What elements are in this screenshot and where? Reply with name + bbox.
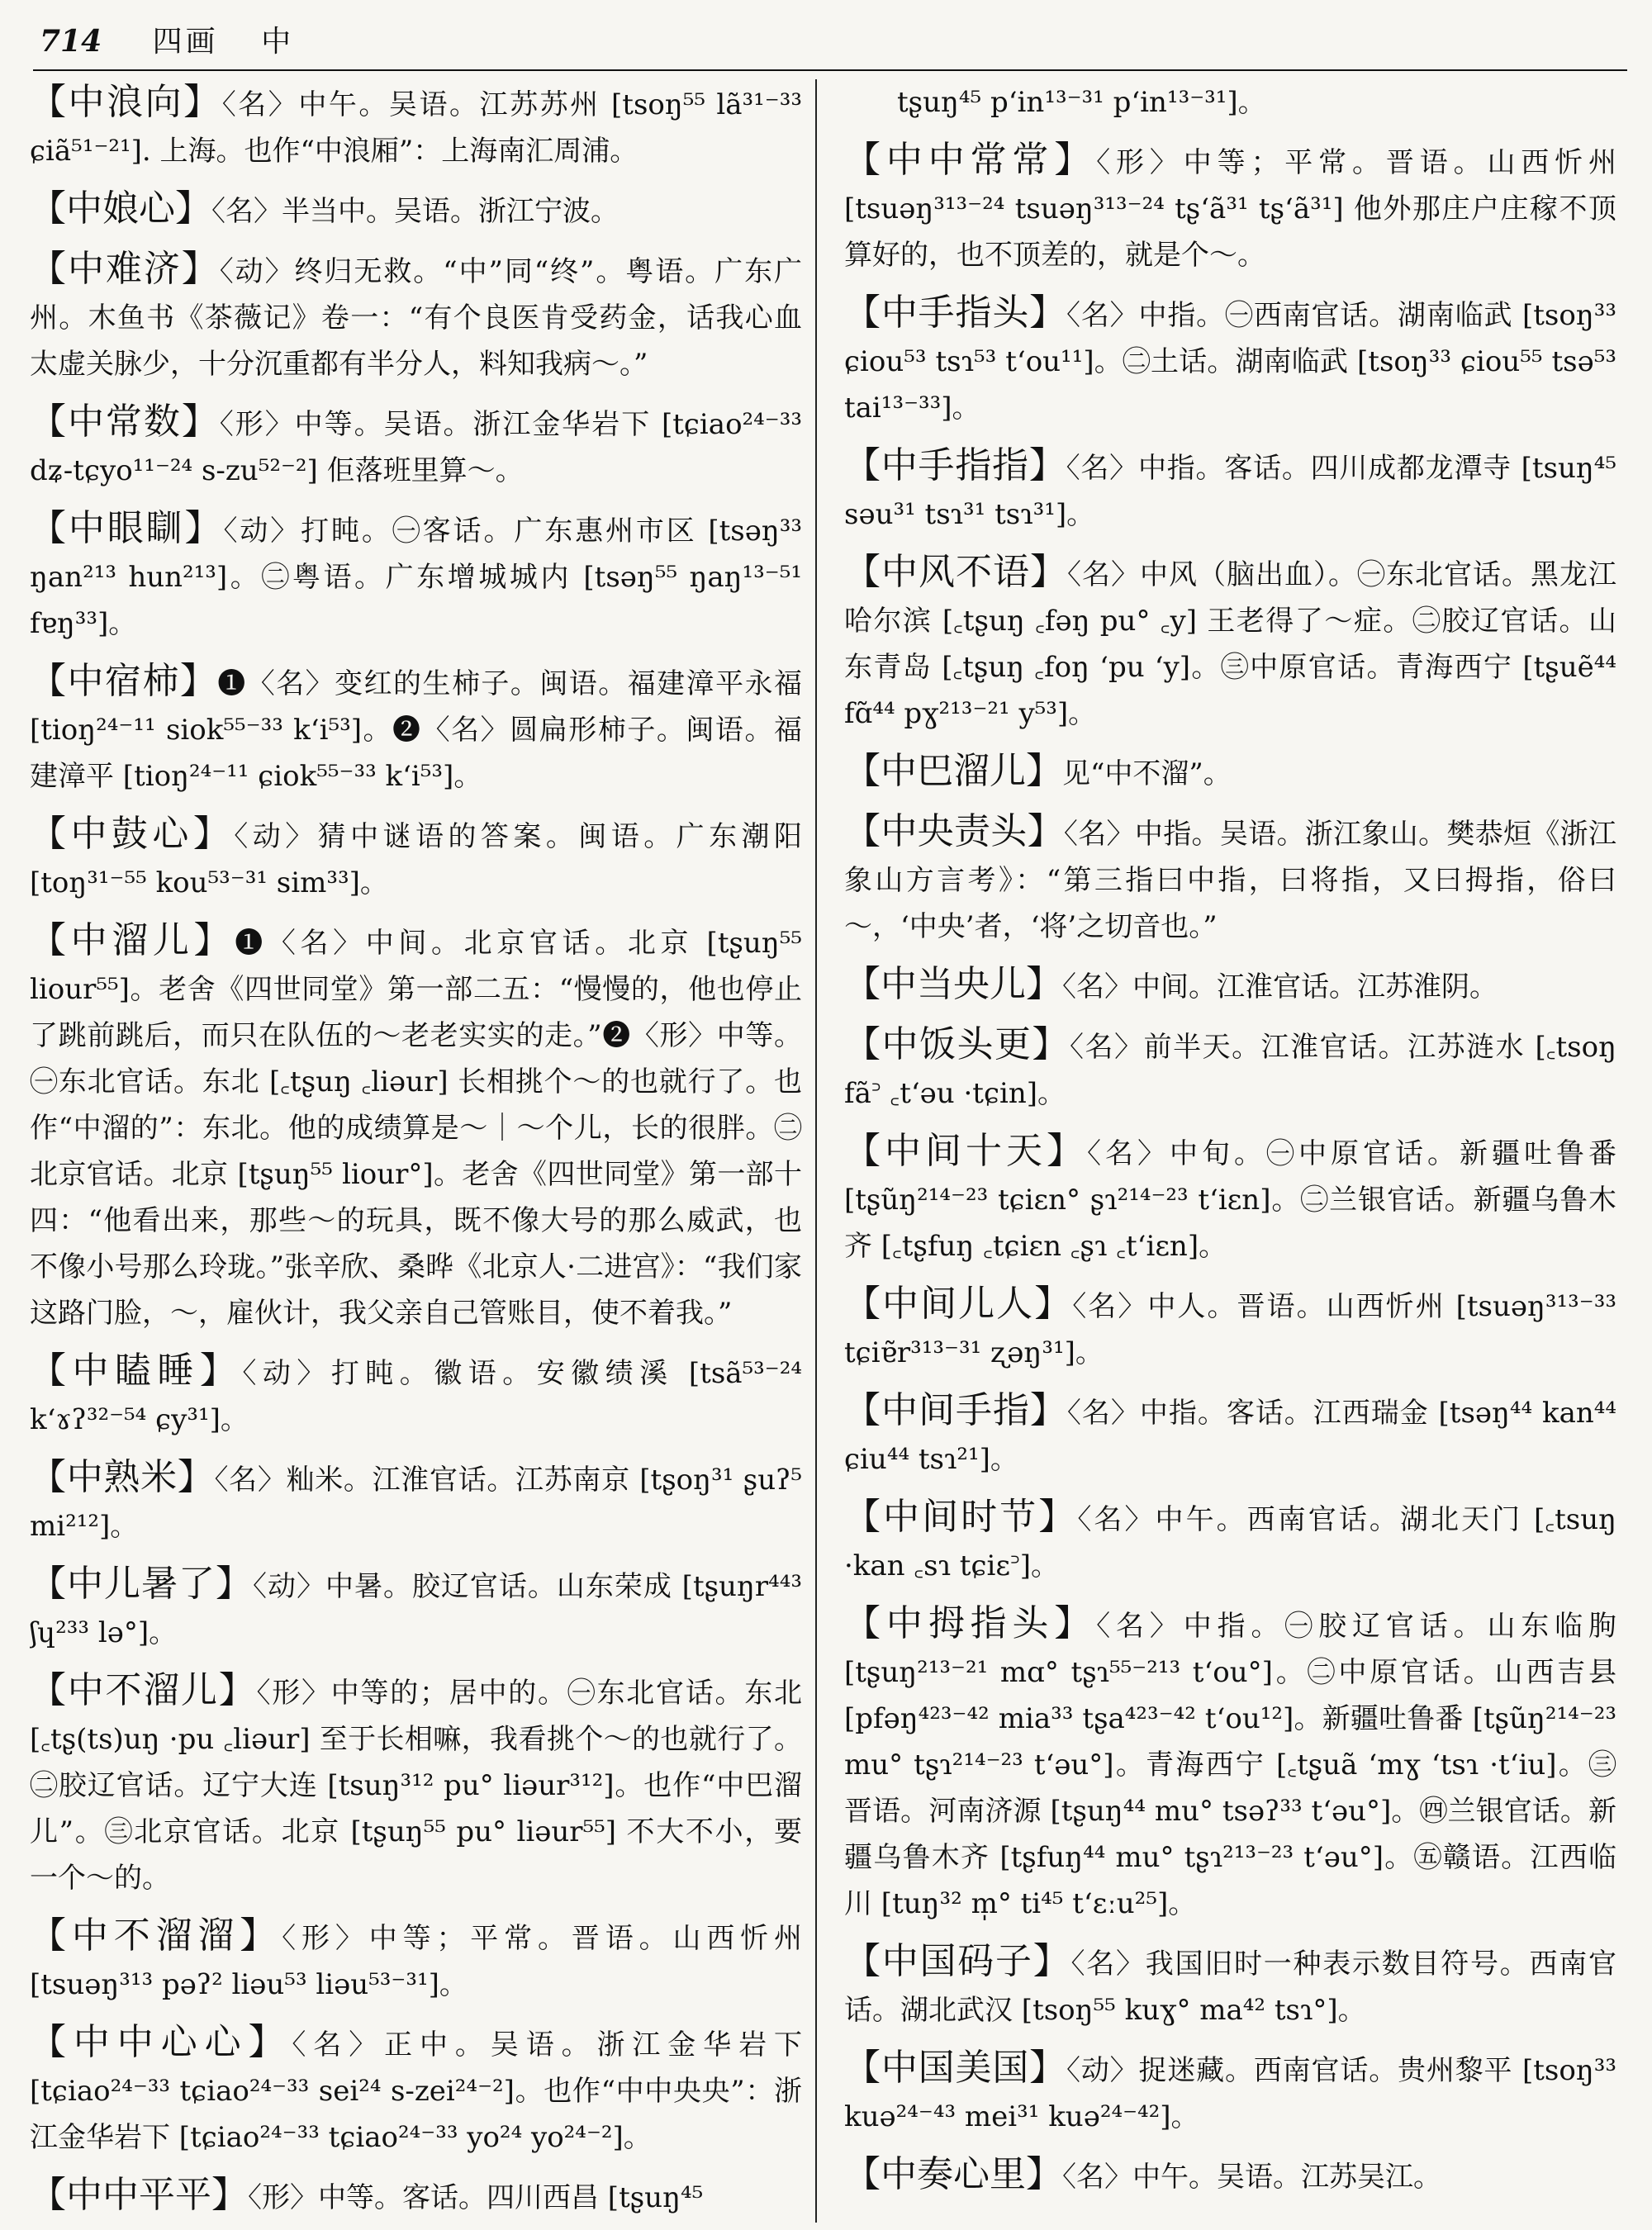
- dictionary-entry: [844, 2045, 1616, 2140]
- entry-continuation: tʂuŋ⁴⁵ p‘in¹³⁻³¹ p‘in¹³⁻³¹]。: [897, 86, 1266, 119]
- entry-headword: 【中宿柿】: [30, 660, 218, 702]
- dictionary-entry: [844, 1022, 1616, 1117]
- section-label: 四画: [152, 25, 219, 59]
- dictionary-entry: [844, 961, 1616, 1010]
- entry-definition: 〈名〉中风（脑出血）。㊀东北官话。黑龙江哈尔滨 [꜀tʂuŋ ꜀fəŋ pu° ꜀y] 王老得了～症。㊁胶辽官话。山东青岛 [꜀tʂuŋ ꜀foŋ ‘pu ‘y]。㊂中原官话。青海西宁 [tʂuẽ⁴⁴ fɑ̃⁴⁴ pɣ²¹³⁻²¹ y⁵³]。: [844, 558, 1616, 730]
- entry-headword: 【中手指头】: [844, 292, 1067, 334]
- entry-headword: 【中央责头】: [844, 810, 1064, 852]
- entry-headword: 【中鼓心】: [30, 813, 235, 855]
- entry-headword: 【中中常常】: [844, 139, 1097, 181]
- dictionary-entry: [844, 443, 1616, 538]
- dictionary-entry: [30, 1668, 802, 1901]
- entry-headword: 【中溜儿】: [30, 919, 235, 961]
- entry-headword: 【中浪向】: [30, 81, 222, 123]
- entry-headword: 【中儿暑了】: [30, 1563, 253, 1605]
- entry-definition: 〈名〉籼米。江淮官话。江苏南京 [tʂoŋ³¹ ʂuʔ⁵ mi²¹²]。: [30, 1464, 802, 1543]
- dictionary-entry: [844, 549, 1616, 737]
- entry-definition: 〈动〉捉迷藏。西南官话。贵州黎平 [tsoŋ³³ kuə²⁴⁻⁴³ mei³¹ kuə²⁴⁻⁴²]。: [844, 2054, 1616, 2133]
- dictionary-entry: [30, 2019, 802, 2161]
- entry-definition: 〈动〉猜中谜语的答案。闽语。广东潮阳 [toŋ³¹⁻⁵⁵ kou⁵³⁻³¹ sim³³]。: [30, 820, 802, 899]
- entry-headword: 【中间十天】: [844, 1130, 1087, 1172]
- page-header: [40, 18, 1626, 64]
- head-character: 中: [261, 25, 292, 59]
- dictionary-entry: [844, 2152, 1616, 2200]
- entry-headword: 【中手指指】: [844, 444, 1066, 486]
- dictionary-entry: [844, 1128, 1616, 1269]
- entry-headword: 【中常数】: [30, 401, 220, 443]
- column-divider: [815, 79, 817, 2223]
- dictionary-entry: [844, 1388, 1616, 1483]
- entry-definition: 〈动〉中暑。胶辽官话。山东荣成 [tʂuŋr⁴⁴³ ʃɥ²³³ lə°]。: [30, 1570, 802, 1649]
- entry-definition: 〈名〉中午。吴语。江苏苏州 [tsoŋ⁵⁵ lã³¹⁻³³ ɕiã⁵¹⁻²¹]. 上海。也作“中浪厢”：上海南汇周浦。: [30, 88, 802, 168]
- dictionary-entry: [844, 1281, 1616, 1376]
- entry-headword: 【中国码子】: [844, 1940, 1071, 1982]
- entry-definition: 〈动〉打盹。徽语。安徽绩溪 [tsã⁵³⁻²⁴ k‘ɤʔ³²⁻⁵⁴ ɕy³¹]。: [30, 1357, 802, 1436]
- dictionary-entry: [844, 1601, 1616, 1927]
- right-column: [844, 79, 1616, 2223]
- dictionary-entry: [30, 1561, 802, 1656]
- entry-headword: 【中瞌睡】: [30, 1350, 243, 1392]
- entry-headword: 【中巴溜儿】: [844, 750, 1062, 792]
- entry-definition: ❶〈名〉中间。北京官话。北京 [tʂuŋ⁵⁵ liour⁵⁵]。老舍《四世同堂》第一部二五：“慢慢的，他也停止了跳前跳后，而只在队伍的～老老实实的走。”❷〈形〉中等。㊀东北官话。东北 [꜀tʂuŋ ꜀liəur] 长相挑个～的也就行了。也作“中溜的”：东北。他的成绩算是～｜～个儿，长的很胖。㊁北京官话。北京 [tʂuŋ⁵⁵ liour°]。老舍《四世同堂》第一部十四：“他看出来，那些～的玩具，既不像大号的那么威武，也不像小号那么玲珑。”张辛欣、桑晔《北京人·二进宫》：“我们家这路门脸，～，雇伙计，我父亲自己管账目，使不着我。”: [30, 927, 802, 1330]
- entry-headword: 【中眼瞓】: [30, 507, 224, 549]
- entry-headword: 【中国美国】: [844, 2047, 1067, 2089]
- entry-definition: 〈形〉中等的；居中的。㊀东北官话。东北 [꜀tʂ(ts)uŋ ·pu ꜀liəur] 至于长相嘛，我看挑个～的也就行了。㊁胶辽官话。辽宁大连 [tsuŋ³¹² pu° liəur³¹²]。也作“中巴溜儿”。㊂北京官话。北京 [tʂuŋ⁵⁵ pu° liəur⁵⁵] 不大不小，要一个～的。: [30, 1677, 802, 1895]
- header-rule: [33, 69, 1627, 71]
- entry-definition: 〈名〉中间。江淮官话。江苏淮阴。: [1062, 970, 1498, 1004]
- entry-headword: 【中风不语】: [844, 551, 1067, 593]
- dictionary-entry: [30, 811, 802, 906]
- entry-definition: 〈名〉中指。客话。四川成都龙潭寺 [tsuŋ⁴⁵ səu³¹ tsɿ³¹ tsɿ³¹]。: [844, 452, 1616, 531]
- dictionary-entry: [30, 918, 802, 1336]
- entry-definition: 〈名〉中指。㊀西南官话。湖南临武 [tsoŋ³³ ɕiou⁵³ tsɿ⁵³ t‘ou¹¹]。㊁土话。湖南临武 [tsoŋ³³ ɕiou⁵⁵ tsə⁵³ tai¹³⁻³³]。: [844, 299, 1616, 425]
- entry-headword: 【中当央儿】: [844, 963, 1062, 1005]
- dictionary-entry: [30, 186, 802, 235]
- entry-headword: 【中熟米】: [30, 1456, 215, 1498]
- entry-definition: 〈形〉中等；平常。晋语。山西忻州 [tsuəŋ³¹³⁻²⁴ tsuəŋ³¹³⁻²⁴ tʂ‘ã³¹ tʂ‘ã³¹] 他外那庄户庄稼不顶算好的，也不顶差的，就是个～。: [844, 146, 1616, 272]
- entry-headword: 【中拇指头】: [844, 1602, 1097, 1644]
- entry-definition: 〈名〉中人。晋语。山西忻州 [tsuəŋ³¹³⁻³³ tɕiɐ̃r³¹³⁻³¹ ʐəŋ³¹]。: [844, 1290, 1616, 1369]
- dictionary-entry: [30, 1913, 802, 2008]
- entry-headword: 【中间手指】: [844, 1389, 1067, 1431]
- dictionary-entry: [844, 1938, 1616, 2033]
- dictionary-entry: [30, 246, 802, 387]
- entry-headword: 【中间儿人】: [844, 1283, 1073, 1325]
- dictionary-entry: [30, 658, 802, 799]
- entry-definition: 〈名〉中午。西南官话。湖北天门 [꜀tsuŋ ·kan ꜀sɿ tɕiɛ꜄]。: [844, 1503, 1616, 1582]
- entry-headword: 【中不溜儿】: [30, 1669, 257, 1711]
- dictionary-entry: [30, 399, 802, 494]
- entry-definition: 〈名〉中指。㊀胶辽官话。山东临朐 [tʂuŋ²¹³⁻²¹ mɑ° tʂɿ⁵⁵⁻²¹³ t‘ou°]。㊁中原官话。山西吉县 [pfəŋ⁴²³⁻⁴² mia³³ tʂa⁴²³⁻⁴² t‘ou¹²]。新疆吐鲁番 [tʂũŋ²¹⁴⁻²³ mu° tʂɿ²¹⁴⁻²³ t‘əu°]。青海西宁 [꜀tʂuã ‘mɣ ‘tsɿ ·t‘iu]。㊂晋语。河南济源 [tʂuŋ⁴⁴ mu° tsəʔ³³ t‘əu°]。㊃兰银官话。新疆乌鲁木齐 [tʂfuŋ⁴⁴ mu° tʂɿ²¹³⁻²³ t‘əu°]。㊄赣语。江西临川 [tuŋ³² m̩° ti⁴⁵ t‘ɛːu²⁵]。: [844, 1610, 1616, 1920]
- entry-headword: 【中中心心】: [30, 2021, 292, 2063]
- entry-definition: 〈名〉中旬。㊀中原官话。新疆吐鲁番 [tʂũŋ²¹⁴⁻²³ tɕiɛn° ʂɿ²¹⁴⁻²³ t‘iɛn]。㊁兰银官话。新疆乌鲁木齐 [꜀tʂfuŋ ꜀tɕiɛn ꜀ʂɿ ꜀t‘iɛn]。: [844, 1137, 1616, 1263]
- entry-headword: 【中奏心里】: [844, 2153, 1062, 2195]
- entry-definition: 〈形〉中等。客话。四川西昌 [tʂuŋ⁴⁵: [248, 2181, 704, 2214]
- entry-definition: 〈名〉中午。吴语。江苏吴江。: [1062, 2161, 1441, 2194]
- entry-definition: 〈动〉终归无救。“中”同“终”。粤语。广东广州。木鱼书《茶薇记》卷一：“有个良医肯受药金，话我心血太虚关脉少，十分沉重都有半分人，料知我病～。”: [30, 255, 802, 381]
- entry-definition: 〈名〉中指。吴语。浙江象山。樊恭烜《浙江象山方言考》：“第三指曰中指，曰将指，又曰拇指，俗曰～，‘中央’者，‘将’之切音也。”: [844, 818, 1616, 943]
- entry-definition: 见“中不溜”。: [1062, 757, 1232, 790]
- entry-headword: 【中娘心】: [30, 187, 211, 230]
- dictionary-entry: [30, 79, 802, 174]
- dictionary-entry: [844, 748, 1616, 797]
- entry-definition: 〈名〉半当中。吴语。浙江宁波。: [211, 195, 619, 228]
- entry-headword: 【中中平平】: [30, 2174, 248, 2216]
- dictionary-entry: [844, 809, 1616, 950]
- entry-definition: 〈名〉正中。吴语。浙江金华岩下 [tɕiao²⁴⁻³³ tɕiao²⁴⁻³³ sei²⁴ s-zei²⁴⁻²]。也作“中中央央”：浙江金华岩下 [tɕiao²⁴⁻³³ tɕiao²⁴⁻³³ yo²⁴ yo²⁴⁻²]。: [30, 2028, 802, 2154]
- entry-headword: 【中饭头更】: [844, 1023, 1070, 1065]
- entry-definition: 〈动〉打盹。㊀客话。广东惠州市区 [tsəŋ³³ ŋan²¹³ hun²¹³]。㊁粤语。广东增城城内 [tsəŋ⁵⁵ ŋaŋ¹³⁻⁵¹ fɐŋ³³]。: [30, 515, 802, 640]
- entry-definition: 〈名〉我国旧时一种表示数目符号。西南官话。湖北武汉 [tsoŋ⁵⁵ kuɣ° ma⁴² tsɿ°]。: [844, 1948, 1616, 2027]
- entry-definition: 〈形〉中等；平常。晋语。山西忻州 [tsuəŋ³¹³ pəʔ² liəu⁵³ liəu⁵³⁻³¹]。: [30, 1922, 802, 2001]
- entry-headword: 【中难济】: [30, 248, 220, 290]
- entry-headword: 【中间时节】: [844, 1496, 1078, 1538]
- dictionary-entry: [30, 1454, 802, 1549]
- dictionary-entry: [844, 1494, 1616, 1589]
- dictionary-entry: [30, 505, 802, 647]
- entry-definition: 〈名〉中指。客话。江西瑞金 [tsəŋ⁴⁴ kan⁴⁴ ɕiu⁴⁴ tsɿ²¹]。: [844, 1397, 1616, 1476]
- entry-headword: 【中不溜溜】: [30, 1914, 282, 1957]
- page-number: 714: [40, 24, 102, 59]
- dictionary-entry: [30, 2172, 802, 2221]
- entry-definition: 〈名〉前半天。江淮官话。江苏涟水 [꜀tsoŋ fã꜄ ꜀t‘əu ·tɕin]。: [844, 1031, 1616, 1110]
- entry-definition: 〈形〉中等。吴语。浙江金华岩下 [tɕiao²⁴⁻³³ dʑ-tɕyo¹¹⁻²⁴ s-zu⁵²⁻²] 佢落班里算～。: [30, 408, 802, 487]
- dictionary-entry: [844, 290, 1616, 431]
- dictionary-entry: [844, 137, 1616, 278]
- entry-definition: ❶〈名〉变红的生柿子。闽语。福建漳平永福 [tioŋ²⁴⁻¹¹ siok⁵⁵⁻³³ k‘i⁵³]。❷〈名〉圆扁形柿子。闽语。福建漳平 [tioŋ²⁴⁻¹¹ ɕiok⁵⁵⁻³³ k‘i⁵³]。: [30, 667, 802, 793]
- dictionary-entry: [30, 1348, 802, 1443]
- left-column: [30, 79, 802, 2223]
